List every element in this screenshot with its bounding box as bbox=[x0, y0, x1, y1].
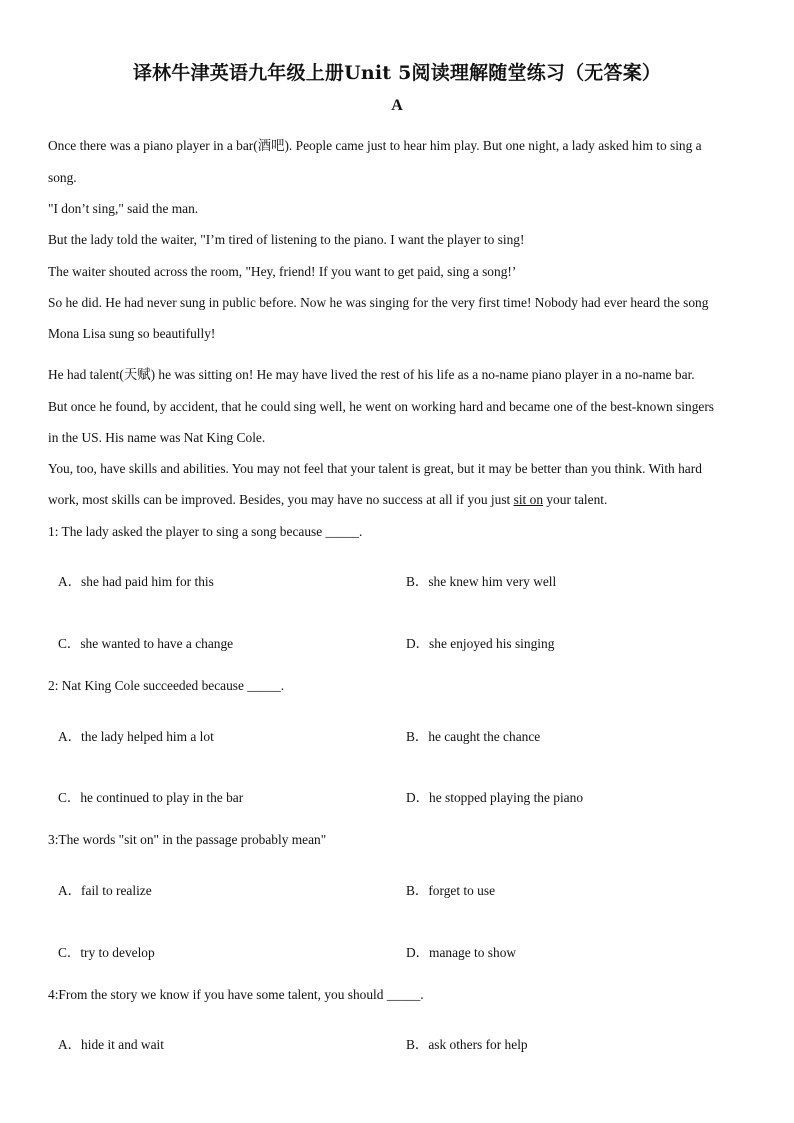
option-c: C．she wanted to have a change bbox=[58, 636, 234, 651]
passage-line: song. bbox=[48, 170, 77, 185]
passage-line bbox=[48, 492, 607, 508]
question-stem: 3:The words "sit on" in the passage probably mean" bbox=[48, 832, 327, 847]
passage-line: "I don’t sing," said the man. bbox=[48, 201, 199, 216]
passage-line: in the US. His name was Nat King Cole. bbox=[48, 430, 266, 445]
option-c: C．try to develop bbox=[58, 945, 155, 960]
option-c: C．he continued to play in the bar bbox=[58, 790, 244, 805]
passage-text: work, most skills can be improved. Besides, you may have no success at all if you just bbox=[48, 492, 514, 507]
passage-line: He had talent(天赋) he was sitting on! He may have lived the rest of his life as a no-name piano player in a no-name bar. bbox=[48, 367, 695, 382]
section-heading: A bbox=[391, 97, 403, 114]
passage-line: Mona Lisa sung so beautifully! bbox=[48, 326, 216, 341]
question-stem: 4:From the story we know if you have some talent, you should _____. bbox=[48, 987, 424, 1002]
passage-line: So he did. He had never sung in public before. Now he was singing for the very first time! Nobody had ever heard the song bbox=[48, 295, 709, 310]
passage-line: But once he found, by accident, that he could sing well, he went on working hard and became one of the best-known singers bbox=[48, 399, 715, 414]
question-stem: 1: The lady asked the player to sing a song because _____. bbox=[48, 524, 363, 539]
underlined-phrase: sit on bbox=[513, 492, 544, 507]
option-b: B．he caught the chance bbox=[406, 729, 541, 744]
option-d: D．he stopped playing the piano bbox=[406, 790, 584, 805]
passage-line: The waiter shouted across the room, "Hey, friend! If you want to get paid, sing a song!’ bbox=[48, 264, 517, 279]
option-b: B．ask others for help bbox=[406, 1037, 528, 1052]
passage-line: You, too, have skills and abilities. You may not feel that your talent is great, but it may be better than you think. With hard bbox=[48, 461, 702, 476]
option-a: A．the lady helped him a lot bbox=[58, 729, 214, 744]
option-a: A．fail to realize bbox=[58, 883, 152, 898]
option-b: B．forget to use bbox=[406, 883, 496, 898]
passage-line: Once there was a piano player in a bar(酒吧). People came just to hear him play. But one night, a lady asked him to sing a bbox=[48, 138, 702, 153]
option-a: A．she had paid him for this bbox=[58, 574, 214, 589]
passage-text: your talent. bbox=[543, 492, 608, 507]
option-a: A．hide it and wait bbox=[58, 1037, 164, 1052]
passage-line: But the lady told the waiter, "I’m tired of listening to the piano. I want the player to sing! bbox=[48, 232, 525, 247]
option-b: B．she knew him very well bbox=[406, 574, 557, 589]
question-stem: 2: Nat King Cole succeeded because _____. bbox=[48, 678, 285, 693]
option-d: D．she enjoyed his singing bbox=[406, 636, 555, 651]
page-title: 译林牛津英语九年级上册Unit 5阅读理解随堂练习（无答案） bbox=[132, 62, 662, 84]
option-d: D．manage to show bbox=[406, 945, 517, 960]
